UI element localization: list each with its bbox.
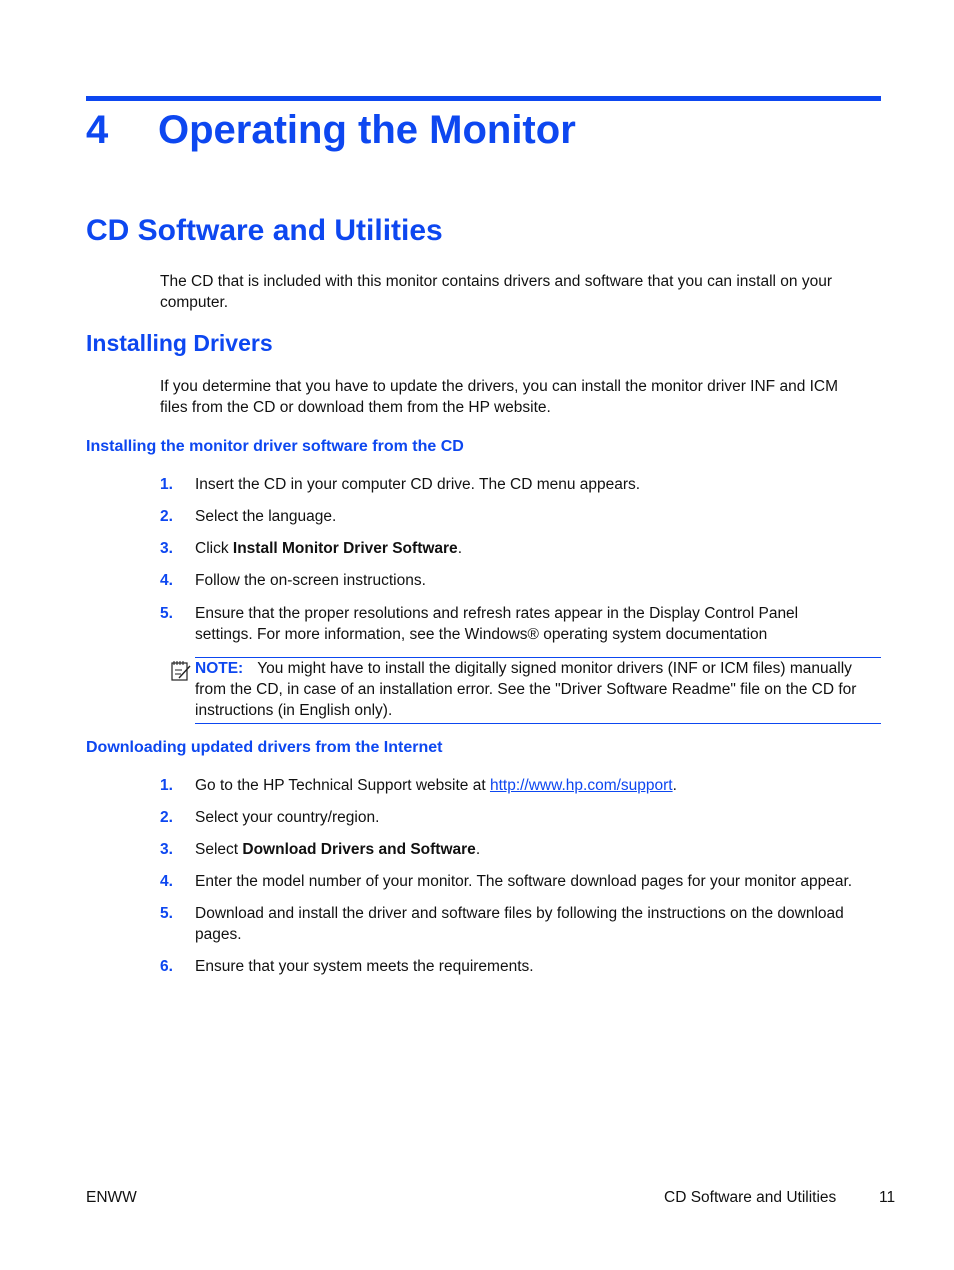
footer-left: ENWW xyxy=(86,1189,137,1206)
installing-drivers-title: Installing Drivers xyxy=(86,330,273,356)
step-text-post: . xyxy=(672,777,677,794)
step-text: Select the language. xyxy=(195,508,337,525)
cd-install-steps xyxy=(160,474,860,645)
footer-section: CD Software and Utilities xyxy=(664,1189,837,1206)
chapter-rule xyxy=(86,96,881,101)
page-number: 11 xyxy=(879,1189,896,1206)
list-item xyxy=(160,603,860,645)
step-text: Follow the on-screen instructions. xyxy=(195,572,426,589)
step-number: 4. xyxy=(160,572,173,589)
note-text: You might have to install the digitally signed monitor drivers (INF or ICM files) manually from the CD, in case of an installation error. See the "Driver Software Readme" file on the CD for instructions (in English only). xyxy=(195,660,857,719)
list-item xyxy=(160,871,860,892)
note-label: NOTE: xyxy=(195,660,244,677)
hp-support-link[interactable]: http://www.hp.com/support xyxy=(489,777,673,794)
list-item xyxy=(160,775,860,796)
list-item xyxy=(160,807,860,828)
installing-drivers-intro: If you determine that you have to update the drivers, you can install the monitor driver INF and ICM files from the CD or download them from the HP website. xyxy=(160,378,839,416)
step-text xyxy=(195,540,462,557)
step-text xyxy=(195,841,480,858)
step-number: 4. xyxy=(160,873,173,890)
list-item xyxy=(160,903,860,945)
step-text-pre: Click xyxy=(195,540,233,557)
list-item xyxy=(160,956,860,977)
step-text-pre: Select xyxy=(195,841,243,858)
step-text: Enter the model number of your monitor. The software download pages for your monitor appear. xyxy=(195,873,853,890)
step-text: Ensure that the proper resolutions and refresh rates appear in the Display Control Panel settings. For more information, see the Windows® operating system documentation xyxy=(195,605,799,643)
step-number: 3. xyxy=(160,841,173,858)
download-title: Downloading updated drivers from the Internet xyxy=(86,739,443,756)
note-box xyxy=(195,657,881,724)
step-number: 5. xyxy=(160,905,173,922)
step-number: 1. xyxy=(160,777,173,794)
list-item xyxy=(160,474,860,495)
step-number: 2. xyxy=(160,809,173,826)
step-text-pre: Go to the HP Technical Support website at xyxy=(195,777,490,794)
step-text: Ensure that your system meets the requirements. xyxy=(195,958,534,975)
list-item xyxy=(160,570,860,591)
list-item xyxy=(160,839,860,860)
download-drivers-and-software-label: Download Drivers and Software xyxy=(242,841,476,858)
list-item xyxy=(160,538,860,559)
step-text-post: . xyxy=(457,540,462,557)
chapter-title-text: Operating the Monitor xyxy=(158,108,576,152)
section-intro: The CD that is included with this monitor contains drivers and software that you can install on your computer. xyxy=(160,273,832,311)
step-text: Download and install the driver and software files by following the instructions on the download pages. xyxy=(195,905,844,943)
step-number: 3. xyxy=(160,540,173,557)
step-number: 5. xyxy=(160,605,173,622)
section-title: CD Software and Utilities xyxy=(86,214,443,247)
step-text xyxy=(195,777,677,794)
chapter-title xyxy=(86,108,576,153)
step-text: Insert the CD in your computer CD drive. The CD menu appears. xyxy=(195,476,641,493)
download-steps xyxy=(160,775,860,977)
step-text-post: . xyxy=(475,841,481,858)
step-number: 1. xyxy=(160,476,173,493)
cd-install-title: Installing the monitor driver software from the CD xyxy=(86,438,464,455)
step-number: 2. xyxy=(160,508,173,525)
install-monitor-driver-software-label: Install Monitor Driver Software xyxy=(232,540,458,557)
step-text: Select your country/region. xyxy=(195,809,380,826)
note-icon xyxy=(170,658,192,682)
list-item xyxy=(160,506,860,527)
step-number: 6. xyxy=(160,958,173,975)
chapter-number: 4 xyxy=(86,108,109,152)
